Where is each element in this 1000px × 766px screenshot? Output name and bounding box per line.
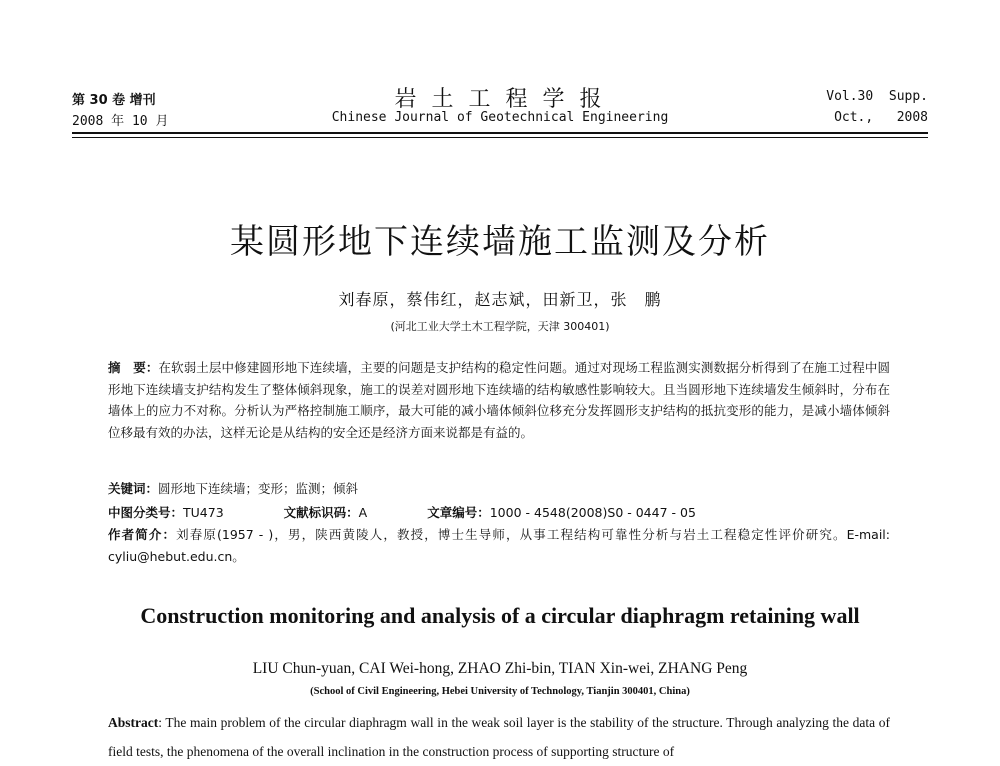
month-year: Oct., 2008 <box>834 110 928 125</box>
abstract-en-label: Abstract <box>108 715 159 730</box>
affiliation-cn: (河北工业大学土木工程学院，天津 300401) <box>390 320 610 333</box>
journal-title-en: Chinese Journal of Geotechnical Engineering <box>331 110 669 125</box>
journal-title-cn: 岩 土 工 程 学 报 <box>394 87 606 112</box>
keywords-cn-label: 关键词： <box>108 481 159 496</box>
affiliation-en: (School of Civil Engineering, Hebei University of Technology, Tianjin 300401, China) <box>310 686 690 697</box>
article-number-value: 1000 - 4548(2008)S0 - 0447 - 05 <box>489 505 696 520</box>
authors-cn: 刘春原，蔡伟红，赵志斌，田新卫，张 鹏 <box>338 290 662 309</box>
header-rule-bottom <box>72 137 928 138</box>
keywords-cn <box>108 479 358 497</box>
clc-value: TU473 <box>183 505 224 520</box>
keywords-cn-text: 圆形地下连续墙；变形；监测；倾斜 <box>158 481 359 496</box>
author-bio <box>108 524 890 567</box>
paper-title-cn: 某圆形地下连续墙施工监测及分析 <box>230 222 770 262</box>
paper-title-en: Construction monitoring and analysis of a circular diaphragm retaining wall <box>140 603 860 628</box>
header-rule-top <box>72 132 928 134</box>
volume-issue: 第 30 卷 增刊 <box>72 93 156 108</box>
abstract-cn <box>108 357 890 443</box>
abstract-cn-label: 摘 要： <box>108 360 159 375</box>
volume-supp: Vol.30 Supp. <box>826 89 928 104</box>
abstract-en-text: : The main problem of the circular diaphragm wall in the weak soil layer is the stability of the structure. Through analyzing the data of field tests, the phenomena of the overall inclination in the construction process of supporting structure of <box>108 715 890 759</box>
author-bio-label: 作者简介： <box>108 527 177 542</box>
abstract-cn-text: 在软弱土层中修建圆形地下连续墙，主要的问题是支护结构的稳定性问题。通过对现场工程监测实测数据分析得到了在施工过程中圆形地下连续墙支护结构发生了整体倾斜现象，施工的误差对圆形地下连续墙的结构敏感性影响较大。且当圆形地下连续墙发生倾斜时，分布在墙体上的应力不对称。分析认为严格控制施工顺序，最大可能的减小墙体倾斜位移充分发挥圆形支护结构的抵抗变形的能力，是减小墙体倾斜位移最有效的办法，这样无论是从结构的安全还是经济方面来说都是有益的。 <box>108 360 890 440</box>
doc-code-label: 文献标识码： <box>283 505 359 520</box>
authors-en: LIU Chun-yuan, CAI Wei-hong, ZHAO Zhi-bin, TIAN Xin-wei, ZHANG Peng <box>252 660 748 677</box>
doc-code-value: A <box>358 505 368 520</box>
clc-label: 中图分类号： <box>108 505 184 520</box>
publication-date: 2008 年 10 月 <box>72 114 169 129</box>
abstract-en <box>108 708 890 766</box>
article-number-label: 文章编号： <box>427 505 490 520</box>
classification-row <box>108 503 890 521</box>
author-bio-text: 刘春原(1957 - )，男，陕西黄陵人，教授，博士生导师，从事工程结构可靠性分析与岩土工程稳定性评价研究。E-mail: cyliu@hebut.edu.cn。 <box>108 527 890 564</box>
